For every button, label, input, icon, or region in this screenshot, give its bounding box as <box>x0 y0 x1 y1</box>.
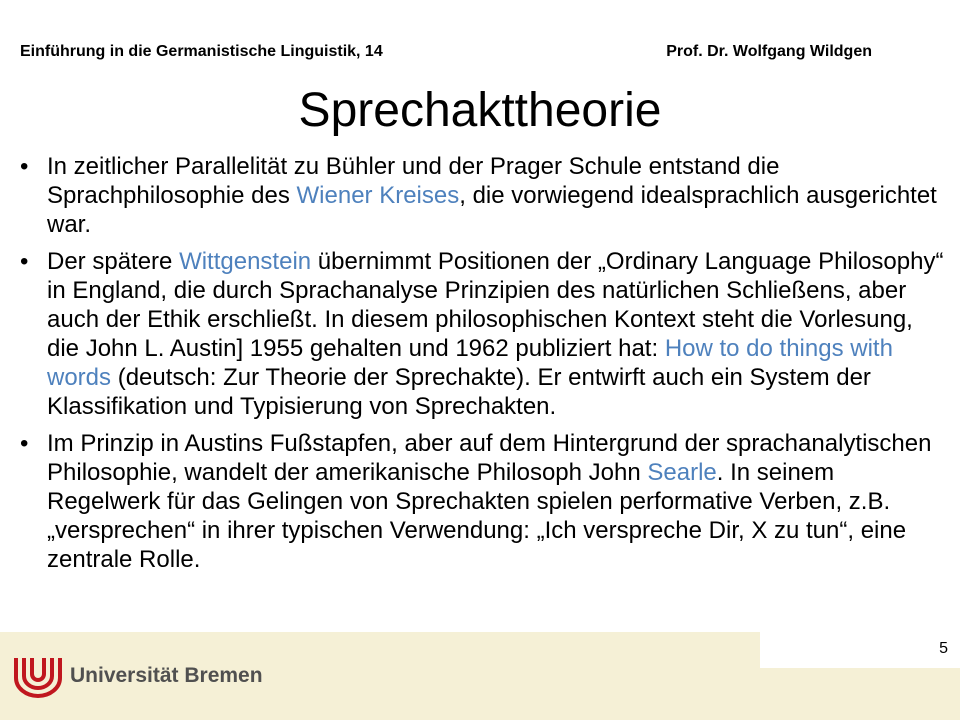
bullet-marker: • <box>20 153 29 180</box>
link-how-to-do-things[interactable]: How to do things with words <box>47 335 893 391</box>
link-wittgenstein[interactable]: Wittgenstein <box>179 248 312 275</box>
link-searle[interactable]: Searle <box>647 459 717 486</box>
bullet-2-text-3: (deutsch: Zur Theorie der Sprechakte). Er entwirft auch ein System der Klassifikation und Typisierung von Sprechakten. <box>47 364 871 420</box>
bullet-item-3 <box>20 429 950 574</box>
slide-title: Sprechakttheorie <box>298 84 662 137</box>
link-wiener-kreis[interactable]: Wiener Kreises <box>296 182 460 209</box>
bullet-marker: • <box>20 430 29 457</box>
bullet-list <box>20 152 950 582</box>
bullet-2-text-2: übernimmt Positionen der „Ordinary Language Philosophy“ in England, die durch Sprachanalyse Prinzipien des natürlichen Schließens, aber auch der Ethik erschließt. In diesem philosophischen Kontext steht die Vorlesung, die John L. Austin] 1955 gehalten und 1962 publiziert hat: <box>47 248 944 362</box>
author-name: Prof. Dr. Wolfgang Wildgen <box>666 43 872 60</box>
bullet-item-1 <box>20 152 950 239</box>
page-number: 5 <box>939 640 948 657</box>
university-bremen-logo-icon <box>12 652 64 698</box>
university-name: Universität Bremen <box>70 664 263 687</box>
bullet-marker: • <box>20 248 29 275</box>
bullet-1-text-1: In zeitlicher Parallelität zu Bühler und der Prager Schule entstand die Sprachphilosophie des <box>47 153 780 209</box>
page-number-box <box>760 632 960 668</box>
bullet-1-text-2: , die vorwiegend idealsprachlich ausgerichtet war. <box>47 182 937 238</box>
bullet-2-text-1: Der spätere <box>47 248 180 275</box>
bullet-3-text-1: Im Prinzip in Austins Fußstapfen, aber auf dem Hintergrund der sprachanalytischen Philosophie, wandelt der amerikanische Philosoph John <box>47 430 932 486</box>
bullet-3-text-2: . In seinem Regelwerk für das Gelingen von Sprechakten spielen performative Verben, z.B. „versprechen“ in ihrer typischen Verwendung: „Ich verspreche Dir, X zu tun“, eine zentrale Rolle. <box>47 459 907 573</box>
course-title: Einführung in die Germanistische Linguistik, 14 <box>20 43 383 60</box>
bullet-item-2 <box>20 247 950 421</box>
